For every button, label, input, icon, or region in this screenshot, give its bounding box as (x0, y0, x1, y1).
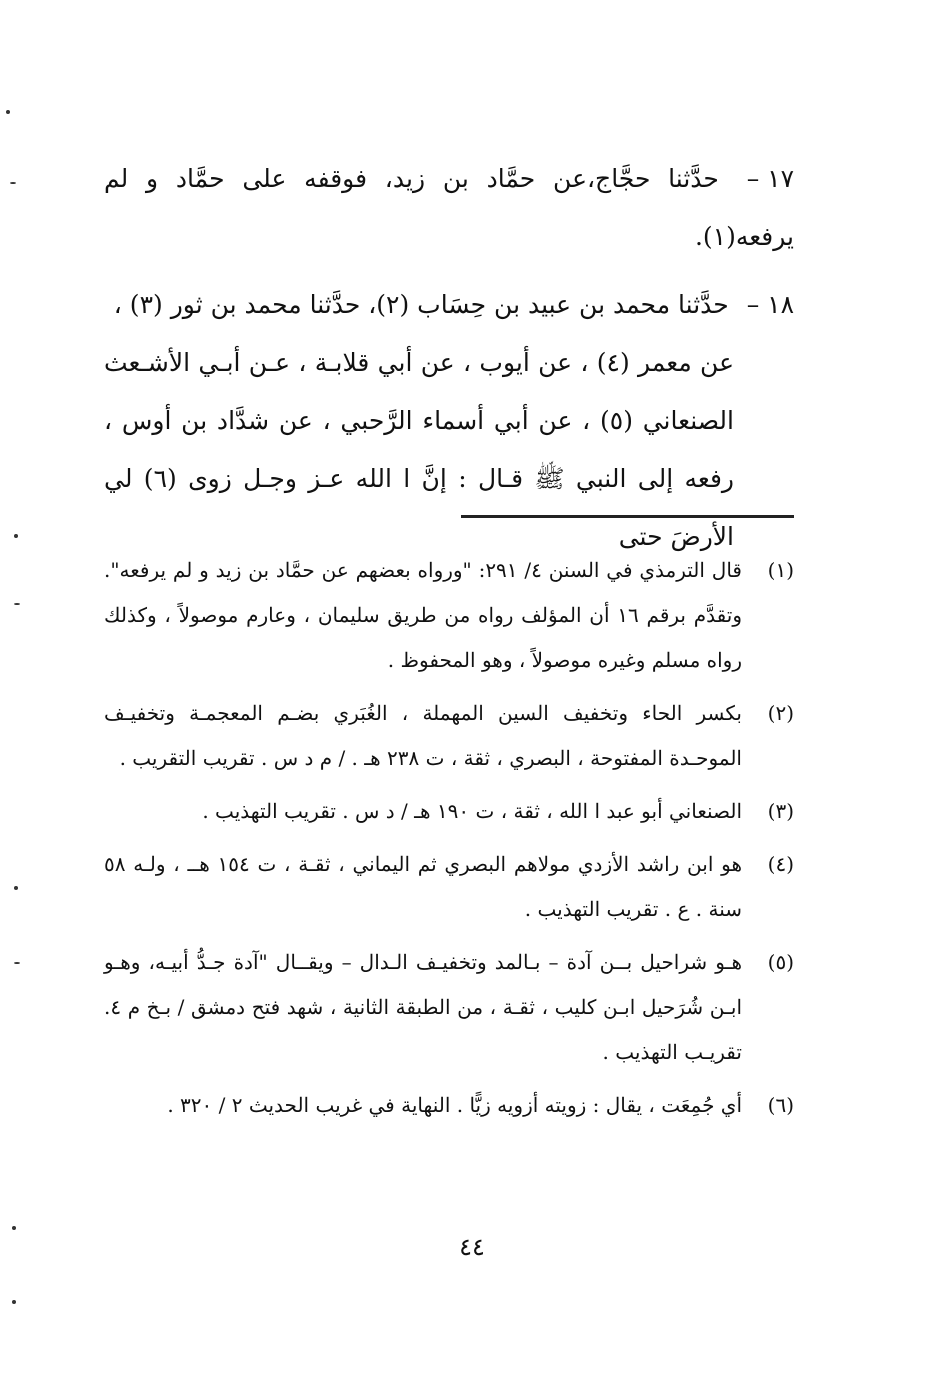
scan-speck (10, 182, 16, 184)
scan-speck (14, 534, 18, 538)
footnote-text: أي جُمِعَت ، يقال : زويته أزويه زيًّا . النهاية في غريب الحديث ٢ / ٣٢٠ . (167, 1093, 742, 1117)
hadith-text: حدَّثنا حجَّاج،عن حمَّاد بن زيد، فوقفه على حمَّاد و لم يرفعه(١). (104, 164, 794, 251)
hadith-text-first-line: حدَّثنا محمد بن عبيد بن حِسَاب (٢)، حدَّثنا محمد بن ثور (٣) ، (113, 290, 729, 319)
scan-speck (14, 962, 20, 964)
footnote-text: قال الترمذي في السنن ٤/ ٢٩١: "ورواه بعضهم عن حمَّاد بن زيد و لم يرفعه". وتقدَّم برقم ١٦ أن المؤلف رواه من طريق سليمان ، وعارم موصولاً ، وكذلك رواه مسلم وغيره موصولاً ، وهو المحفوظ . (104, 558, 742, 672)
scan-speck (12, 1226, 16, 1230)
footnote (104, 691, 794, 781)
scan-speck (14, 886, 18, 890)
page-number: ٤٤ (459, 1233, 485, 1261)
footnote-text: هـو شراحيل بــن آدة – بـالمد وتخفيـف الـدال – ويقــال "آدة جـدُّ أبيـه، وهـو ابـن شُرَحيل ابـن كليب ، ثقـة ، من الطبقة الثانية ، شهد فتح دمشق / بـخ م ٤. تقريـب التهذيب . (104, 950, 742, 1064)
footnote-number: (٢) (767, 701, 794, 725)
scan-speck (12, 1300, 16, 1304)
footnote-number: (٣) (767, 799, 794, 823)
scan-speck (6, 110, 10, 114)
footnote (104, 548, 794, 683)
hadith-18 (104, 276, 794, 566)
footnote-number: (٤) (767, 852, 794, 876)
footnote-number: (١) (767, 558, 794, 582)
hadith-17 (104, 150, 794, 266)
hadith-number: ١٧ – (746, 164, 794, 193)
footnotes (104, 548, 794, 1136)
hadith-number: ١٨ – (746, 290, 794, 319)
footnote (104, 789, 794, 834)
footnote (104, 1083, 794, 1128)
footnote-number: (٦) (767, 1093, 794, 1117)
footnote-divider (461, 515, 794, 518)
footnote (104, 940, 794, 1075)
footnote-text: بكسر الحاء وتخفيف السين المهملة ، الغُبَري بضـم المعجمـة وتخفيـف الموحـدة المفتوحة ، البصري ، ثقة ، ت ٢٣٨ هـ . / م د س . تقريب التقريب . (104, 701, 742, 770)
hadith-text-continued: عن معمر (٤) ، عن أيوب ، عن أبي قلابـة ، عـن أبـي الأشـعث الصنعاني (٥) ، عن أبي أسماء الرَّحبي ، عن شدَّاد بن أوس ، رفعه إلى النبي ﷺ قـال : إنَّ ا الله عـز وجـل زوى (٦) لي الأرضَ حتى (104, 348, 735, 551)
footnote-number: (٥) (767, 950, 794, 974)
footnote-text: الصنعاني أبو عبد ا الله ، ثقة ، ت ١٩٠ هـ / د س . تقريب التهذيب . (202, 799, 742, 823)
main-text (104, 150, 794, 576)
footnote-text: هو ابن راشد الأزدي مولاهم البصري ثم اليماني ، ثقـة ، ت ١٥٤ هــ ، ولـه ٥٨ سنة . ع . تقريب التهذيب . (104, 852, 743, 921)
footnote (104, 842, 794, 932)
scan-speck (14, 603, 20, 605)
